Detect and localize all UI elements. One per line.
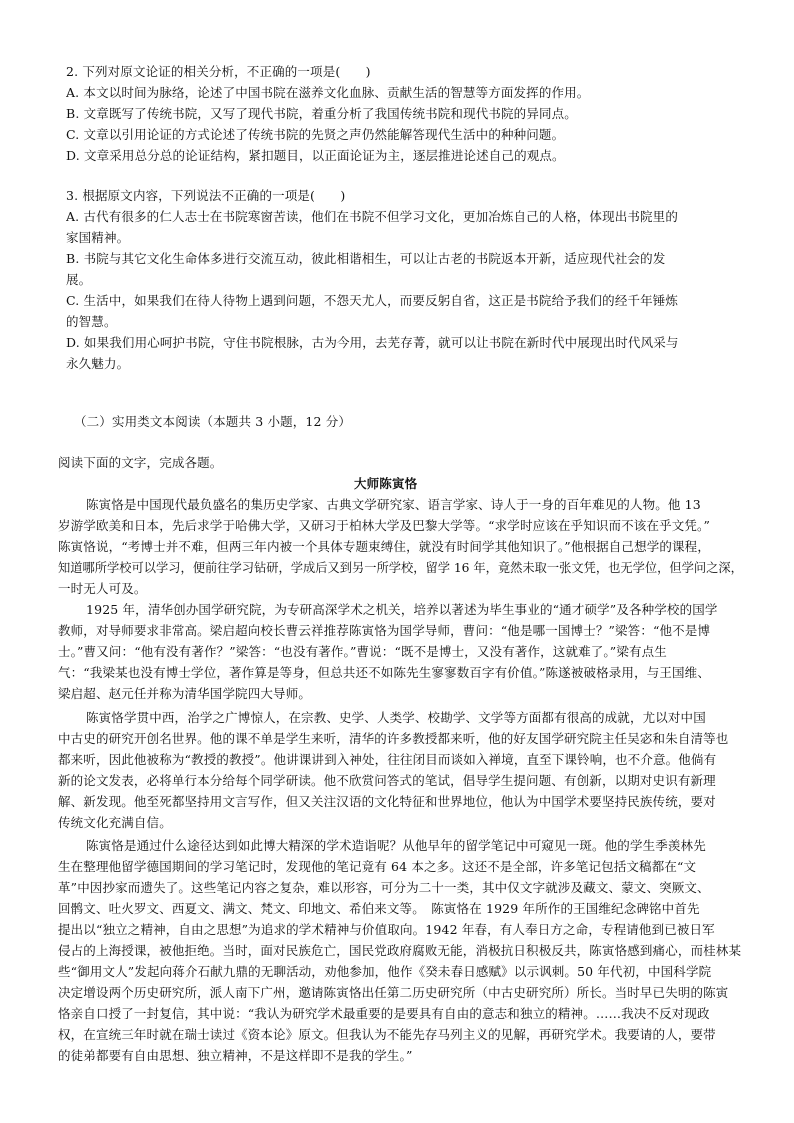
paragraph-line: 教师，对导师要求非常高。梁启超向校长曹云祥推荐陈寅恪为国学导师，曹问：“他是哪一国博士？”梁答：“他不是博 [58,623,711,638]
paragraph-line: 士。”曹又问：“他有没有著作？”梁答：“也没有著作。”曹说：“既不是博士，又没有著作，这就难了。”梁有点生 [58,644,667,659]
question-3-option-c-line-1: C. 生活中，如果我们在待人待物上遇到问题，不怨天尤人，而要反躬自省，这正是书院给予我们的经千年锤炼 [66,293,679,308]
paragraph-line: 决定增设两个历史研究所，派人南下广州，邀请陈寅恪出任第二历史研究所（中古史研究所）所长。当时早已失明的陈寅 [58,985,729,1000]
paragraph-line: 中古史的研究开创名世界。他的课不单是学生来听，清华的许多教授都来听，他的好友国学研究院主任吴宓和朱自清等也 [58,731,729,746]
paragraph-line: 知道哪所学校可以学习，便前往学习钻研，学成后又到另一所学校，留学 16 年，竟然未取一张文凭，也无学位，但学问之深， [58,561,743,575]
paragraph-line: 提出以“独立之精神，自由之思想”为追求的学术精神与价值取向。1942 年春，有人奉日方之命，专程请他到已被日军 [58,922,715,937]
question-3-option-b-line-2: 展。 [66,272,92,287]
article-title: 大师陈寅恪 [354,476,418,491]
paragraph-line: 都来听，因此他被称为“教授的教授”。他讲课讲到入神处，往往闭目而谈如入禅境，直至下课铃响，也不介意。他倘有 [58,752,717,767]
paragraph-line: 陈寅恪是中国现代最负盛名的集历史学家、古典文学研究家、语言学家、诗人于一身的百年难见的人物。他 13 [86,497,701,512]
paragraph-line: 陈寅恪是通过什么途径达到如此博大精深的学术造诣呢？从他早年的留学笔记中可窥见一斑。他的学生季羡林先 [86,838,706,853]
question-3-option-b-line-1: B. 书院与其它文化生命体多进行交流互动，彼此相谐相生，可以让古老的书院返本开新，适应现代社会的发 [66,251,666,266]
paragraph-line: 解、新发现。他至死都坚持用文言写作，但又关注汉语的文化特征和世界地位，他认为中国学术要坚持民族传统，要对 [58,794,716,809]
question-2-option-d: D. 文章采用总分总的论证结构，紧扣题目，以正面论证为主，逐层推进论述自己的观点。 [66,148,565,163]
paragraph-line: 侵占的上海授课，被他拒绝。当时，面对民族危亡，国民党政府腐败无能，消极抗日积极反共，陈寅恪感到痛心，而桂林某 [58,943,742,958]
paragraph-line: 陈寅恪说，“考博士并不难，但两三年内被一个具体专题束缚住，就没有时间学其他知识了。”他根据自己想学的课程， [58,539,710,554]
paragraph-line: 梁启超、赵元任并称为清华国学院四大导师。 [58,686,312,701]
question-2-stem: 2. 下列对原文论证的相关分析，不正确的一项是( ) [66,64,371,79]
paragraph-line: 的徒弟都要有自由思想、独立精神，不是这样即不是我的学生。” [58,1048,413,1063]
paragraph-line: 1925 年，清华创办国学研究院，为专研高深学术之机关，培养以著述为毕生事业的“通才硕学”及各种学校的国学 [86,602,718,617]
question-3-option-a-line-2: 家国精神。 [66,230,130,245]
paragraph-line: 气：“我梁某也没有博士学位，著作算是等身，但总共还不如陈先生寥寥数百字有价值。”陈遂被破格录用，与王国维、 [58,665,710,680]
question-2-option-b: B. 文章既写了传统书院，又写了现代书院，着重分析了我国传统书院和现代书院的异同点。 [66,106,577,121]
paragraph-line: 传统文化充满自信。 [58,815,172,830]
question-3-option-a-line-1: A. 古代有很多的仁人志士在书院寒窗苦读，他们在书院不但学习文化，更加冶炼自己的人格，体现出书院里的 [66,209,678,224]
reading-instruction: 阅读下面的文字，完成各题。 [58,455,223,470]
paragraph-line: 一时无人可及。 [58,581,147,596]
paragraph-line: 些“御用文人”发起向蒋介石献九鼎的无聊活动，劝他参加，他作《癸未春日感赋》以示讽刺。50 年代初，中国科学院 [58,964,712,979]
paragraph-line: 陈寅恪学贯中西，治学之广博惊人，在宗教、史学、人类学、校勘学、文学等方面都有很高的成就，尤以对中国 [86,710,706,725]
paragraph-line: 新的论文发表，必将单行本分给每个同学研读。他不欣赏问答式的笔试，倡导学生提问题、有创新，以期对史识有新理 [58,773,716,788]
question-2-option-a: A. 本文以时间为脉络，论述了中国书院在滋养文化血脉、贡献生活的智慧等方面发挥的作用。 [66,85,590,100]
paragraph-line: 革”中因抄家而遗失了。这些笔记内容之复杂，难以形容，可分为二十一类，其中仅文字就涉及藏文、蒙文、突厥文、 [58,880,710,895]
paragraph-line: 回鹘文、吐火罗文、西夏文、满文、梵文、印地文、希伯来文等。 陈寅恪在 1929 年所作的王国维纪念碑铭中首先 [58,901,700,916]
section-heading: （二）实用类文本阅读（本题共 3 小题，12 分） [74,414,352,429]
question-3-option-d-line-1: D. 如果我们用心呵护书院，守住书院根脉，古为今用，去芜存菁，就可以让书院在新时代中展现出时代风采与 [66,335,679,350]
question-3-stem: 3. 根据原文内容，下列说法不正确的一项是( ) [66,188,346,203]
paragraph-line: 恪亲自口授了一封复信，其中说：“我认为研究学术最重要的是要具有自由的意志和独立的精神。……我决不反对现政 [58,1006,710,1021]
paragraph-line: 岁游学欧美和日本，先后求学于哈佛大学，又研习于柏林大学及巴黎大学等。“求学时应该在乎知识而不该在乎文凭。” [58,518,710,533]
paragraph-line: 生在整理他留学德国期间的学习笔记时，发现他的笔记竟有 64 本之多。这还不是全部，许多笔记包括文稿都在“文 [58,859,697,874]
question-3-option-d-line-2: 永久魅力。 [66,356,130,371]
question-3-option-c-line-2: 的智慧。 [66,314,117,329]
paragraph-line: 权，在宣统三年时就在瑞士读过《资本论》原文。但我认为不能先存马列主义的见解，再研究学术。我要请的人，要带 [58,1027,716,1042]
question-2-option-c: C. 文章以引用论证的方式论述了传统书院的先贤之声仍然能解答现代生活中的种种问题。 [66,127,565,142]
